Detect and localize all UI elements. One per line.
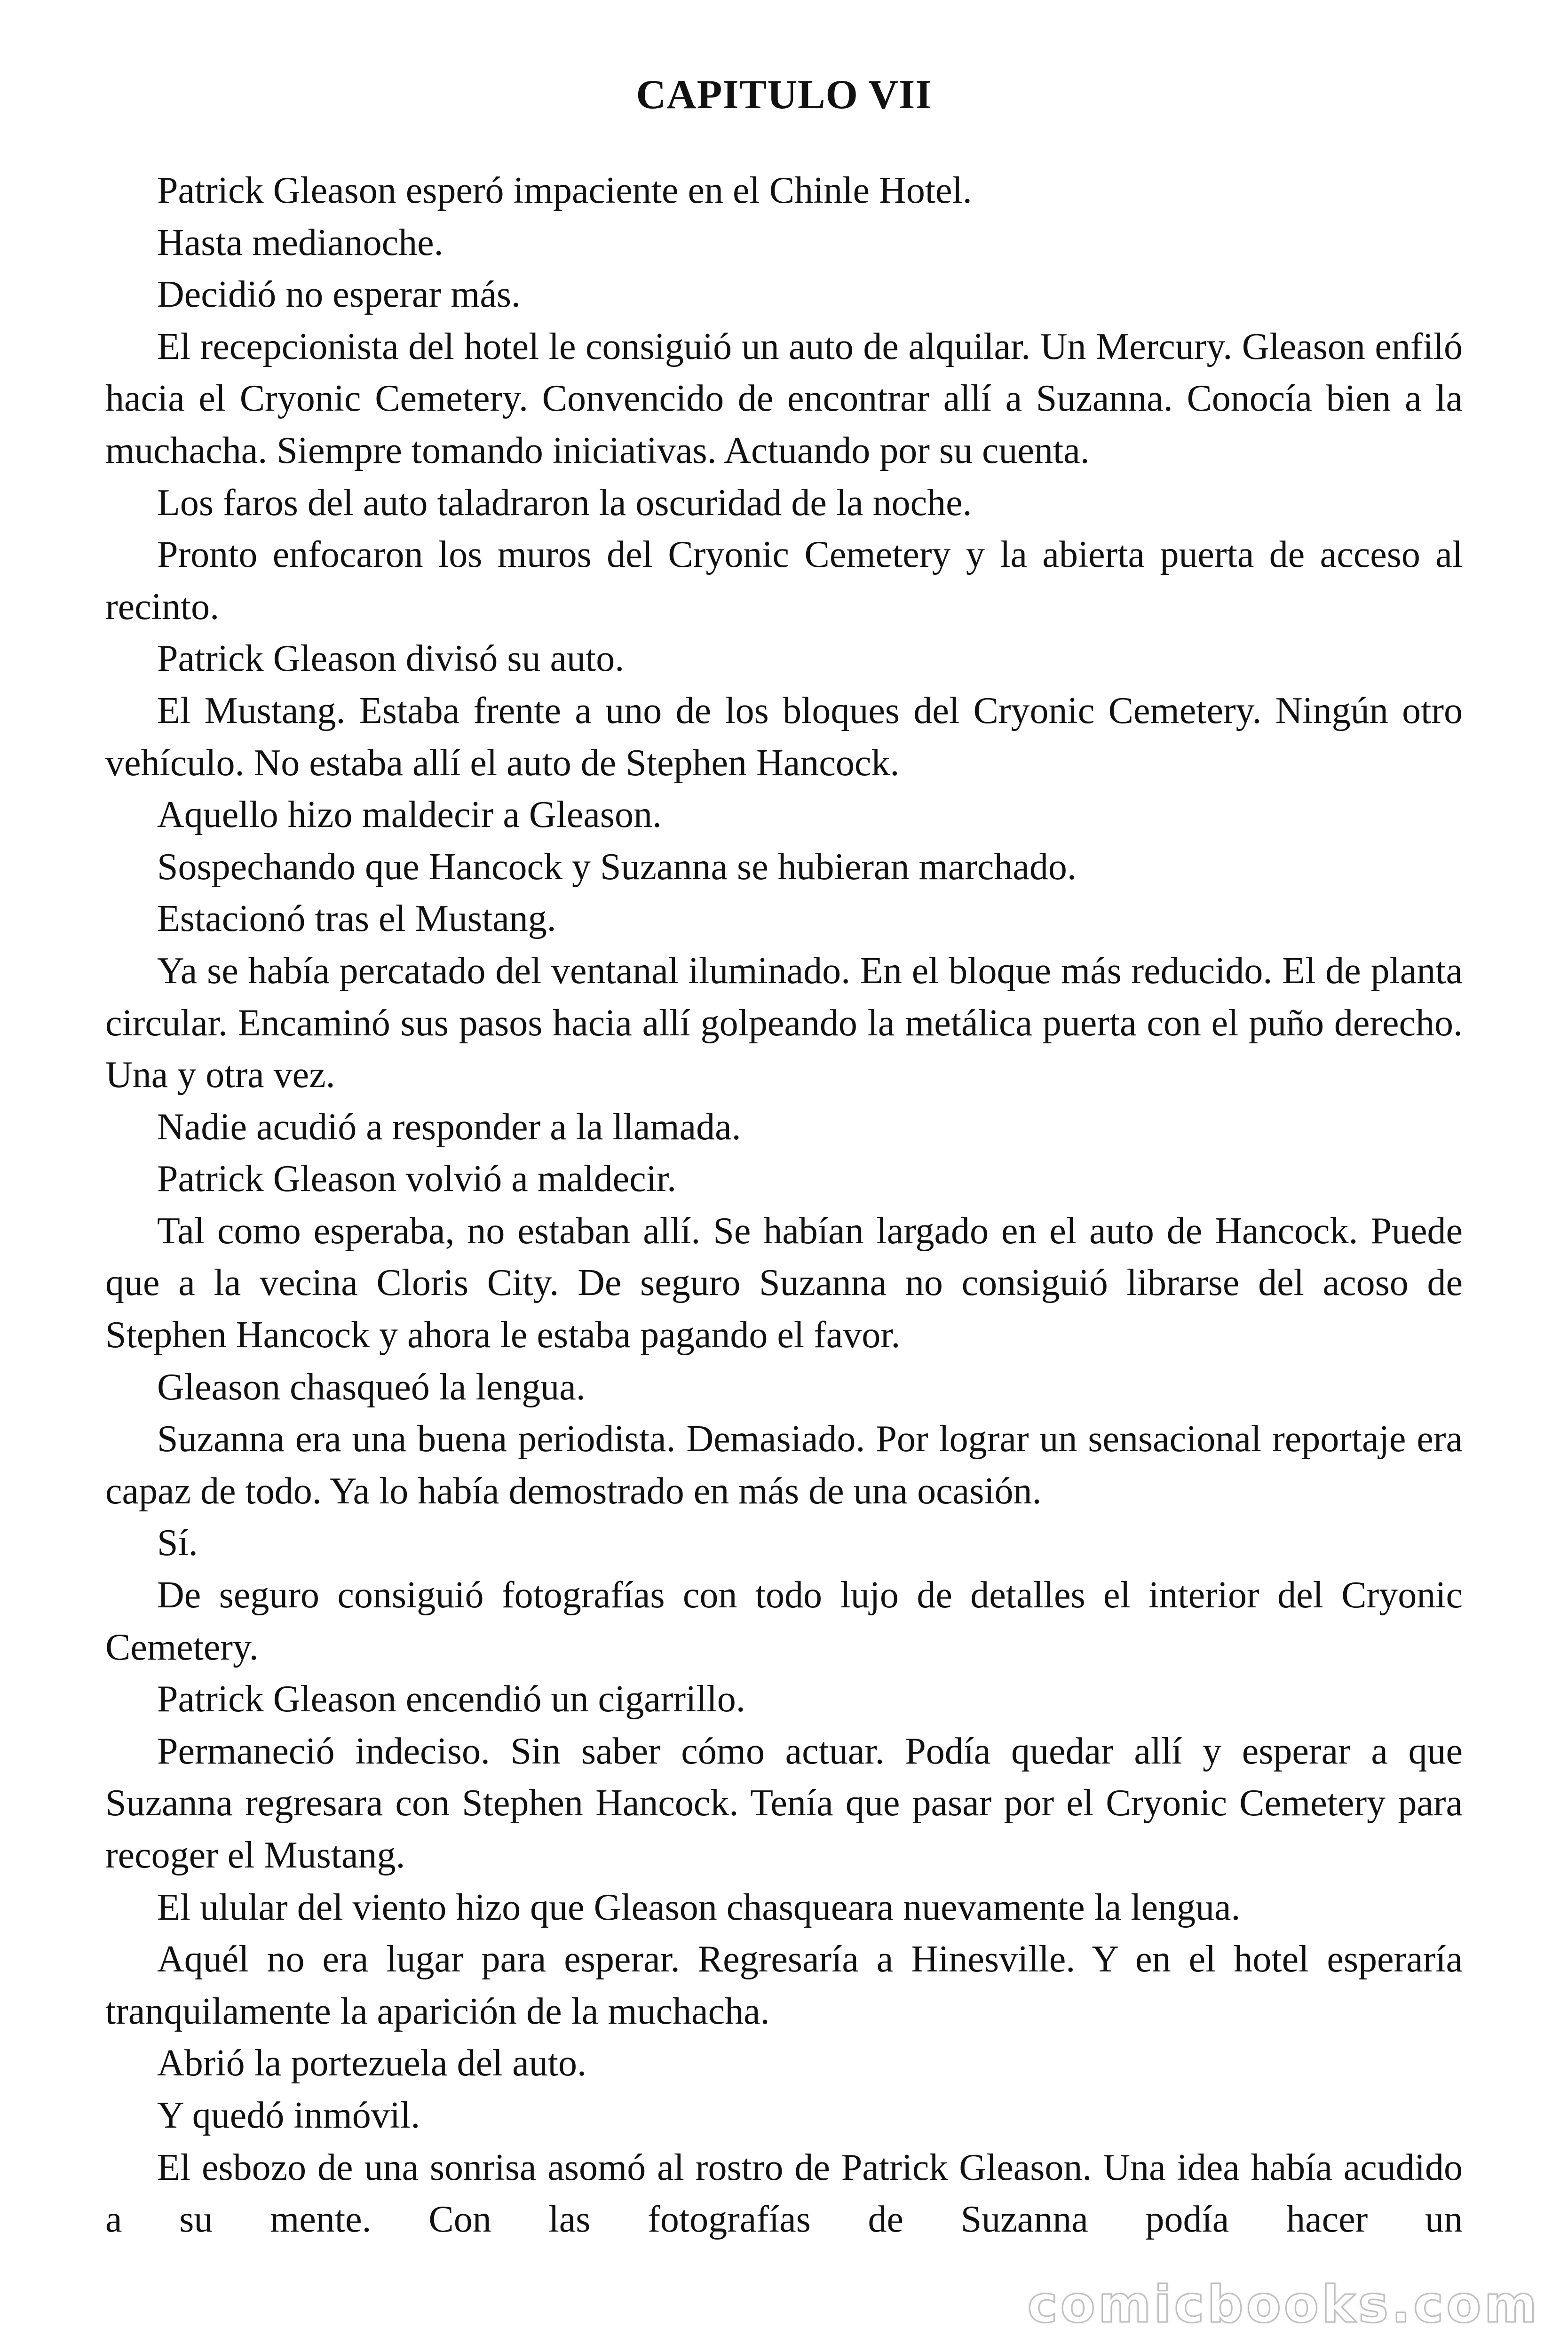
paragraph: Y quedó inmóvil. bbox=[157, 2094, 420, 2136]
paragraph: Sí. bbox=[157, 1522, 198, 1564]
paragraph: Abrió la portezuela del auto. bbox=[157, 2042, 586, 2084]
paragraph: Estacionó tras el Mustang. bbox=[157, 898, 556, 940]
paragraph: Tal como esperaba, no estaban allí. Se habían largado en el auto de Hancock. Puede que a la vecina Cloris City. De seguro Suzanna no consiguió librarse del acoso de Stephen Hancock y ahora le estaba pagando el favor. bbox=[105, 1210, 1463, 1356]
chapter-title: CAPITULO VII bbox=[636, 72, 932, 118]
chapter-body bbox=[105, 165, 1463, 2246]
paragraph: Patrick Gleason divisó su auto. bbox=[157, 638, 625, 680]
paragraph: Sospechando que Hancock y Suzanna se hubieran marchado. bbox=[157, 846, 1077, 888]
paragraph: El ulular del viento hizo que Gleason chasqueara nuevamente la lengua. bbox=[157, 1886, 1241, 1928]
paragraph: Nadie acudió a responder a la llamada. bbox=[157, 1106, 741, 1148]
paragraph: De seguro consiguió fotografías con todo lujo de detalles el interior del Cryonic Cemetery. bbox=[105, 1574, 1463, 1668]
paragraph-continued: El esbozo de una sonrisa asomó al rostro de Patrick Gleason. Una idea había acudido a su mente. Con las fotografías de Suzanna podía hacer un bbox=[105, 2146, 1463, 2241]
paragraph: El recepcionista del hotel le consiguió un auto de alquilar. Un Mercury. Gleason enfiló hacia el Cryonic Cemetery. Convencido de encontrar allí a Suzanna. Conocía bien a la muchacha. Siempre tomando iniciativas. Actuando por su cuenta. bbox=[105, 326, 1463, 471]
paragraph: Aquello hizo maldecir a Gleason. bbox=[157, 794, 662, 836]
paragraph: Hasta medianoche. bbox=[157, 222, 443, 263]
paragraph: Patrick Gleason volvió a maldecir. bbox=[157, 1158, 677, 1200]
watermark-logo: comicbooks.com bbox=[1027, 2275, 1540, 2334]
paragraph: Aquél no era lugar para esperar. Regresaría a Hinesville. Y en el hotel esperaría tranquilamente la aparición de la muchacha. bbox=[105, 1939, 1463, 2032]
paragraph: El Mustang. Estaba frente a uno de los bloques del Cryonic Cemetery. Ningún otro vehículo. No estaba allí el auto de Stephen Hancock. bbox=[105, 690, 1463, 784]
paragraph: Patrick Gleason encendió un cigarrillo. bbox=[157, 1678, 745, 1720]
paragraph: Decidió no esperar más. bbox=[157, 274, 521, 316]
document-page bbox=[105, 0, 1463, 2352]
paragraph: Suzanna era una buena periodista. Demasiado. Por lograr un sensacional reportaje era capaz de todo. Ya lo había demostrado en más de una ocasión. bbox=[105, 1418, 1463, 1512]
paragraph: Ya se había percatado del ventanal iluminado. En el bloque más reducido. El de planta circular. Encaminó sus pasos hacia allí golpeando la metálica puerta con el puño derecho. Una y otra vez. bbox=[105, 950, 1463, 1096]
paragraph: Permaneció indeciso. Sin saber cómo actuar. Podía quedar allí y esperar a que Suzanna regresara con Stephen Hancock. Tenía que pasar por el Cryonic Cemetery para recoger el Mustang. bbox=[105, 1730, 1463, 1876]
paragraph: Patrick Gleason esperó impaciente en el Chinle Hotel. bbox=[157, 170, 972, 211]
paragraph: Los faros del auto taladraron la oscuridad de la noche. bbox=[157, 482, 972, 524]
paragraph: Pronto enfocaron los muros del Cryonic Cemetery y la abierta puerta de acceso al recinto. bbox=[105, 534, 1463, 628]
paragraph: Gleason chasqueó la lengua. bbox=[157, 1366, 586, 1408]
